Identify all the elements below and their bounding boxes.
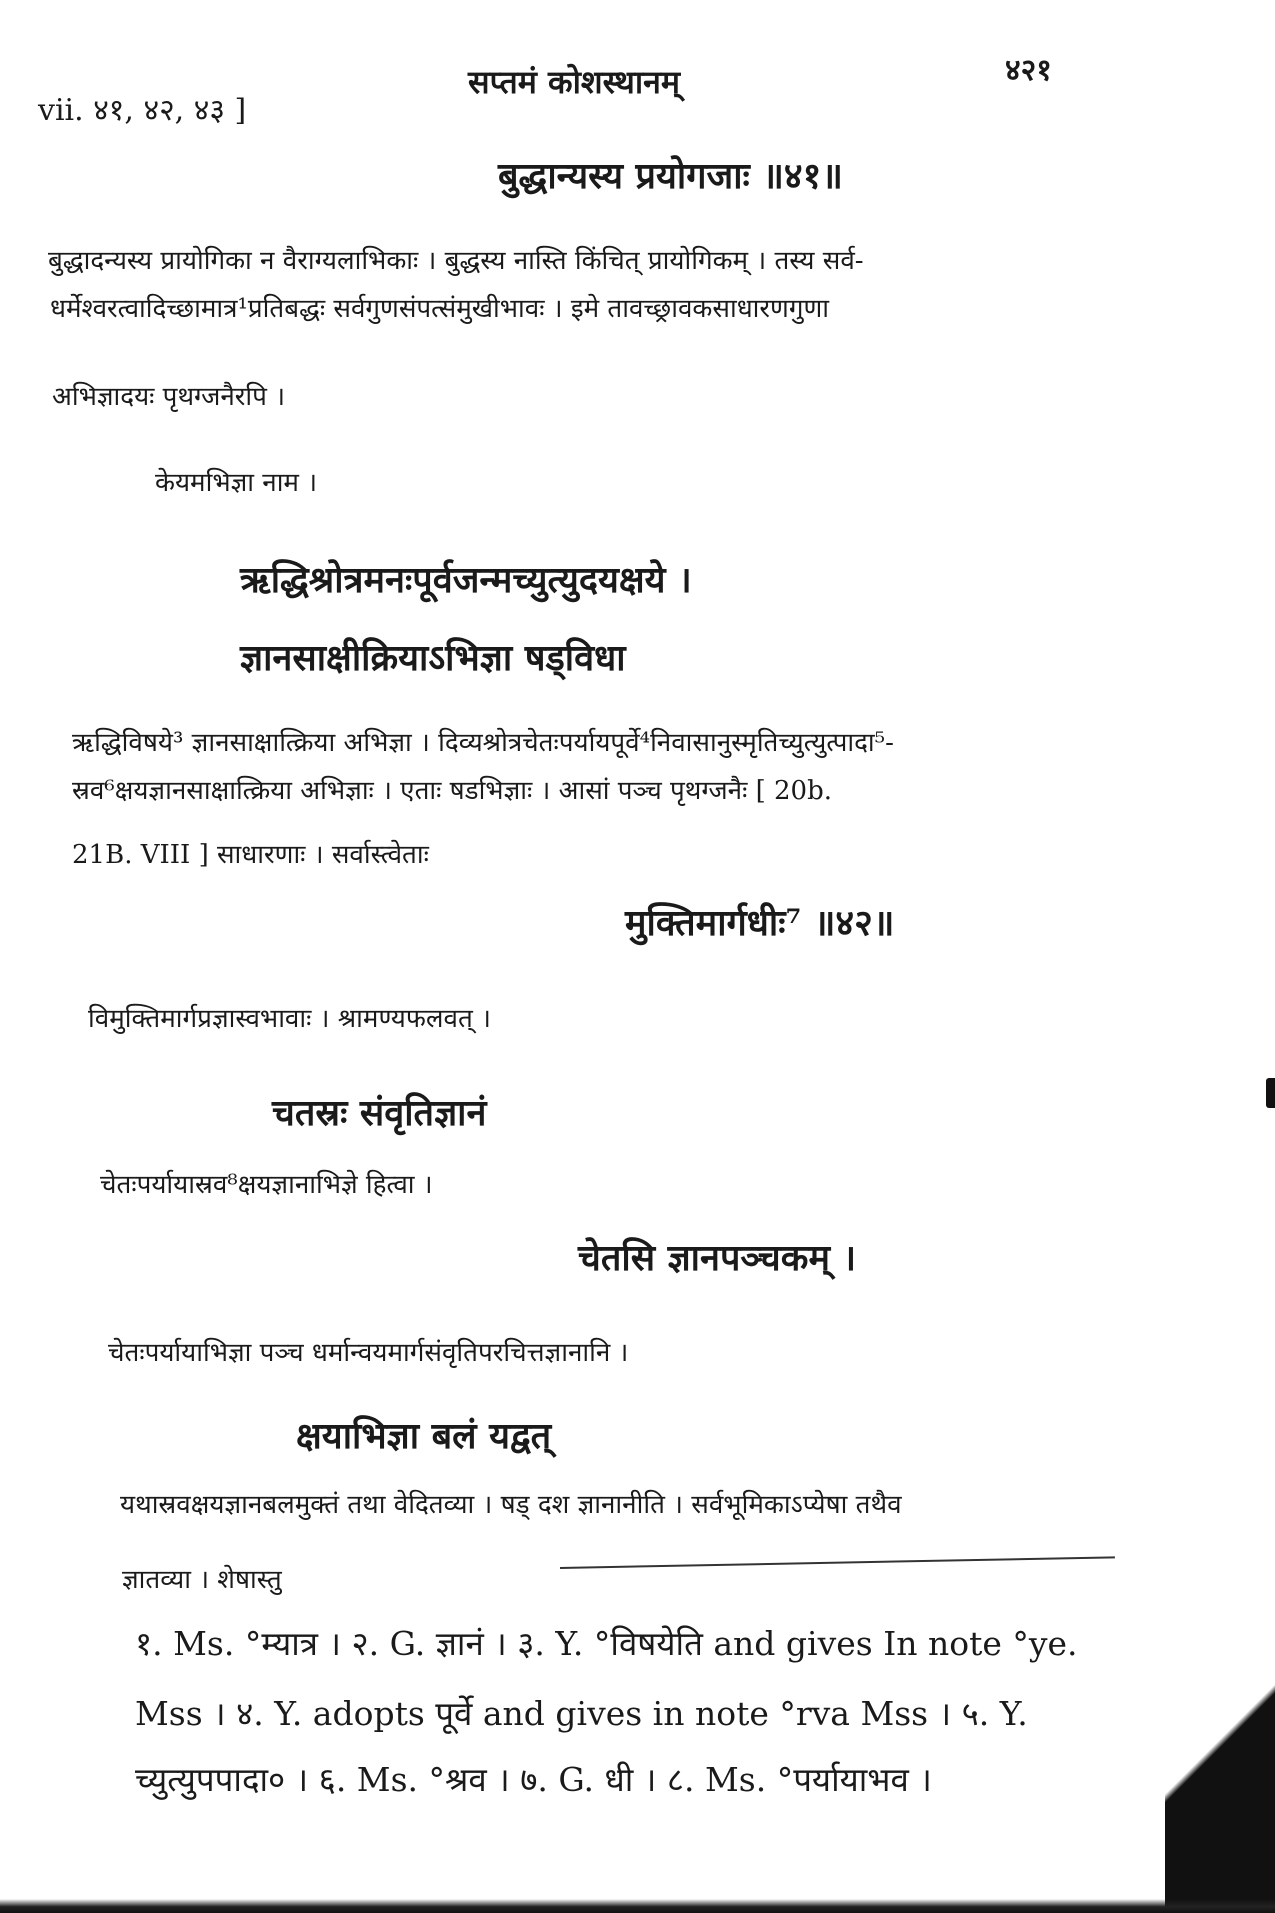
commentary-line: चेतःपर्यायाभिज्ञा पञ्च धर्मान्वयमार्गसंवृतिपरचित्तज्ञानानि ।	[108, 1338, 629, 1368]
verse-42: मुक्तिमार्गधीः⁷ ॥४२॥	[625, 902, 895, 944]
scan-speck	[1266, 1078, 1275, 1108]
verse-43: क्षयाभिज्ञा बलं यद्वत्	[296, 1415, 552, 1457]
commentary-line: ज्ञातव्या । शेषास्तु	[122, 1565, 282, 1595]
commentary-line: ऋद्धिविषये³ ज्ञानसाक्षात्क्रिया अभिज्ञा । दिव्यश्रोत्रचेतःपर्यायपूर्वे⁴निवासानुस्मृतिच्युत्युत्पादा⁵-	[72, 728, 894, 758]
running-title: सप्तमं कोशस्थानम्	[468, 63, 681, 101]
scan-shadow-bottom	[0, 1899, 1275, 1913]
commentary-line: अभिज्ञादयः पृथग्जनैरपि ।	[52, 382, 286, 412]
page-number: ४२१	[1005, 53, 1052, 88]
commentary-line: स्रव⁶क्षयज्ञानसाक्षात्क्रिया अभिज्ञाः । एताः षडभिज्ञाः । आसां पञ्च पृथग्जनैः [ 20b.	[72, 776, 833, 806]
commentary-line: 21B. VIII ] साधारणाः । सर्वास्त्वेताः	[72, 840, 429, 870]
commentary-line: यथास्रवक्षयज्ञानबलमुक्तं तथा वेदितव्या । षड् दश ज्ञानानीति । सर्वभूमिकाऽप्येषा तथैव	[120, 1490, 902, 1520]
footnote-line: Mss । ४. Y. adopts पूर्वे and gives in note °rva Mss । ५. Y.	[135, 1694, 1028, 1733]
commentary-line: चेतःपर्यायास्रव⁸क्षयज्ञानाभिज्ञे हित्वा ।	[100, 1170, 433, 1200]
commentary-line: बुद्धादन्यस्य प्रायोगिका न वैराग्यलाभिकाः । बुद्धस्य नास्ति किंचित् प्रायोगिकम् । तस्य सर्व-	[48, 246, 864, 276]
commentary-line: धर्मेश्वरत्वादिच्छामात्र¹प्रतिबद्धः सर्वगुणसंपत्संमुखीभावः । इमे तावच्छ्रावकसाधारणगुणा	[50, 294, 830, 324]
verse-line: चतस्रः संवृतिज्ञानं	[272, 1092, 487, 1134]
commentary-line: केयमभिज्ञा नाम ।	[155, 468, 318, 498]
footnote-line: च्युत्युपपादा० । ६. Ms. °श्रव । ७. G. धी । ८. Ms. °पर्यायाभव ।	[135, 1760, 932, 1799]
scan-shadow-corner	[1165, 1583, 1275, 1913]
commentary-line: विमुक्तिमार्गप्रज्ञास्वभावाः । श्रामण्यफलवत् ।	[88, 1004, 491, 1034]
verse-line: चेतसि ज्ञानपञ्चकम् ।	[578, 1237, 857, 1279]
verse-line: ज्ञानसाक्षीक्रियाऽभिज्ञा षड्विधा	[240, 637, 626, 679]
running-reference: vii. ४१, ४२, ४३ ]	[38, 93, 247, 128]
footnote-rule	[560, 1556, 1115, 1569]
verse-line: ऋद्धिश्रोत्रमनःपूर्वजन्मच्युत्युदयक्षये ।	[240, 559, 692, 601]
verse-41: बुद्धान्यस्य प्रयोगजाः ॥४१॥	[498, 155, 843, 197]
footnote-line: १. Ms. °म्यात्र । २. G. ज्ञानं । ३. Y. °विषयेति and gives In note °ye.	[135, 1624, 1078, 1663]
